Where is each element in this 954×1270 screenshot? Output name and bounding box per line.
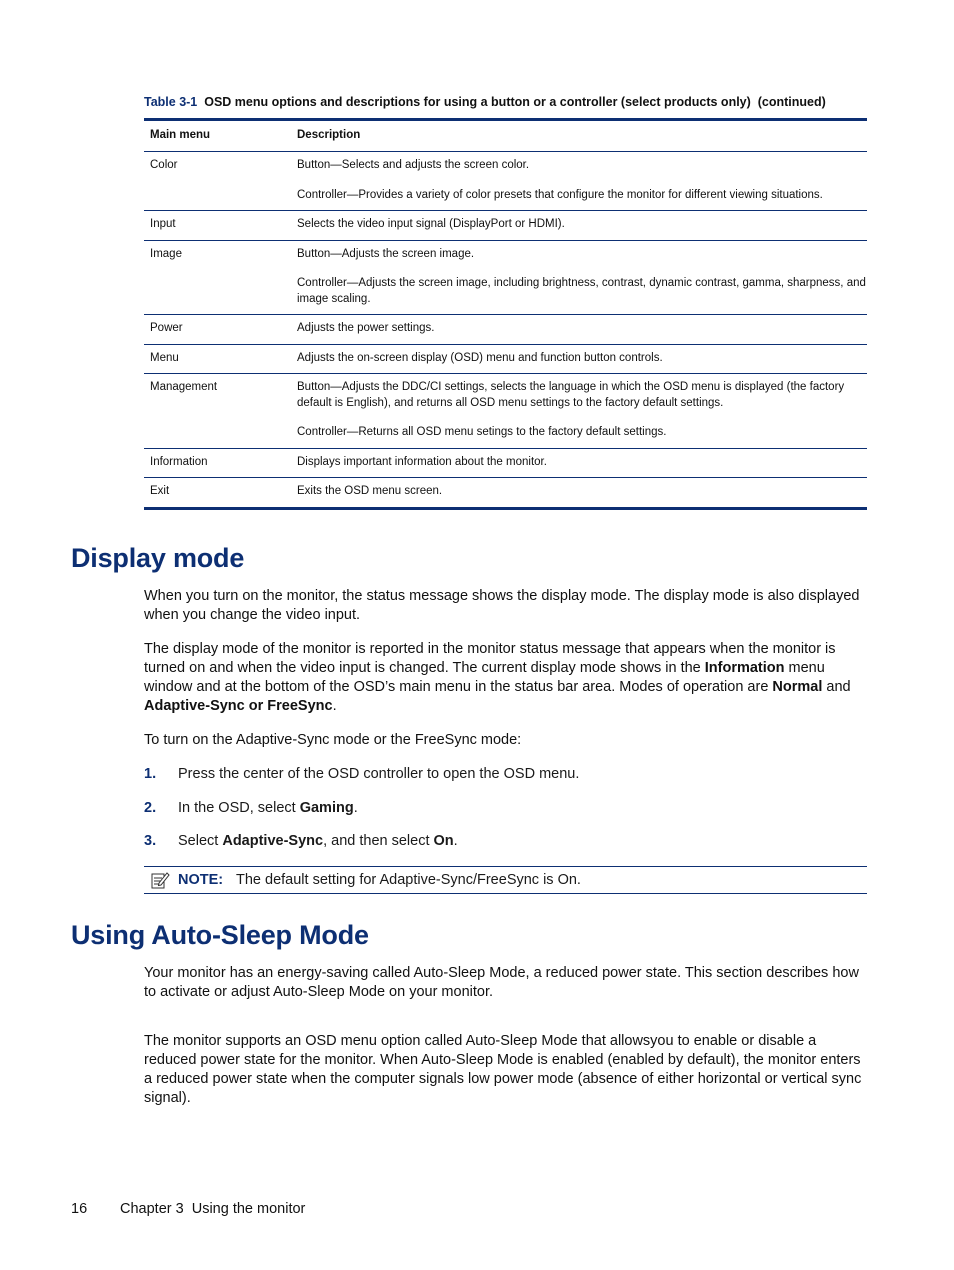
note-label: NOTE: xyxy=(178,872,224,888)
bold-term-gaming: Gaming xyxy=(299,800,354,816)
description-line: Selects the video input signal (DisplayPort or HDMI). xyxy=(297,218,565,230)
row-description xyxy=(297,158,867,203)
row-description xyxy=(297,247,867,308)
description-line: Controller—Adjusts the screen image, including brightness, contrast, dynamic contrast, gamma, sharpness, and image scaling. xyxy=(297,277,866,305)
table-row xyxy=(144,152,867,210)
description-line: Exits the OSD menu screen. xyxy=(297,485,443,497)
display-mode-paragraph-1: When you turn on the monitor, the status message shows the display mode. The display mode is also displayed when you change the video input. xyxy=(144,588,860,623)
bold-term-adaptive-sync: Adaptive-Sync or FreeSync xyxy=(144,698,333,714)
row-description xyxy=(297,484,867,500)
description-line: Button—Selects and adjusts the screen color. xyxy=(297,159,530,171)
description-line: Controller—Returns all OSD menu setings to the factory default settings. xyxy=(297,426,667,438)
display-mode-paragraph-3: To turn on the Adaptive-Sync mode or the FreeSync mode: xyxy=(144,732,522,748)
table-row xyxy=(144,478,867,507)
header-main-menu: Main menu xyxy=(150,129,211,142)
step-text xyxy=(178,832,866,851)
step-item xyxy=(144,799,866,818)
display-mode-paragraph-2 xyxy=(144,640,866,716)
bold-term-normal: Normal xyxy=(772,679,823,695)
step-number: 3. xyxy=(144,833,157,849)
description-line: Adjusts the on-screen display (OSD) menu and function button controls. xyxy=(297,351,663,364)
note-text: The default setting for Adaptive-Sync/FreeSync is On. xyxy=(236,872,581,888)
section-heading-auto-sleep: Using Auto-Sleep Mode xyxy=(71,920,369,950)
row-menu-name: Menu xyxy=(150,351,179,364)
chapter-title: Chapter 3 Using the monitor xyxy=(120,1201,306,1217)
row-description xyxy=(297,351,867,367)
description-line: Adjusts the power settings. xyxy=(297,322,435,334)
text-run: menu window and at the bottom of the OSD’s main menu in the status bar area. Modes of operation are xyxy=(144,660,825,695)
text-run: . xyxy=(332,698,337,714)
auto-sleep-paragraph-1: Your monitor has an energy-saving called Auto-Sleep Mode, a reduced power state. This section describes how to activate or adjust Auto-Sleep Mode on your monitor. xyxy=(144,965,859,1000)
row-description xyxy=(297,321,867,337)
header-description: Description xyxy=(297,129,361,142)
row-menu-name: Management xyxy=(150,381,218,393)
text-run: . xyxy=(453,833,458,849)
row-menu-name: Input xyxy=(150,218,176,230)
row-menu-name: Exit xyxy=(150,485,170,497)
step-item xyxy=(144,765,866,784)
text-run: . xyxy=(353,800,358,816)
page-number: 16 xyxy=(71,1201,88,1217)
note-pencil-icon xyxy=(144,870,178,890)
table-row xyxy=(144,315,867,344)
auto-sleep-paragraph-2: The monitor supports an OSD menu option called Auto-Sleep Mode that allowsyou to enable or disable a reduced power state for the monitor. When Auto-Sleep Mode is enabled (enabled by default), the monitor enters a reduced power state when the computer signals low power mode (absence of either horizontal or vertical sync signal). xyxy=(144,1033,862,1106)
table-continued: (continued) xyxy=(757,95,826,109)
table-row xyxy=(144,241,867,315)
description-line: Button—Adjusts the screen image. xyxy=(297,247,475,260)
bold-term-on: On xyxy=(433,833,454,849)
description-line: Displays important information about the monitor. xyxy=(297,455,547,468)
row-description xyxy=(297,455,867,471)
text-run: In the OSD, select xyxy=(178,800,300,816)
table-row xyxy=(144,345,867,374)
row-description xyxy=(297,380,867,441)
step-text: Press the center of the OSD controller to open the OSD menu. xyxy=(178,766,580,782)
step-item xyxy=(144,832,866,851)
step-number: 1. xyxy=(144,766,157,782)
step-number: 2. xyxy=(144,800,157,816)
row-menu-name: Color xyxy=(150,159,178,171)
table-header-row xyxy=(144,121,867,151)
section-heading-display-mode: Display mode xyxy=(71,543,245,573)
table-row xyxy=(144,211,867,240)
description-line: Controller—Provides a variety of color presets that configure the monitor for different viewing situations. xyxy=(297,188,823,201)
text-run: and xyxy=(822,679,851,695)
table-bottom-rule xyxy=(144,507,867,510)
note-box xyxy=(144,866,867,894)
osd-menu-table xyxy=(144,118,867,510)
row-menu-name: Information xyxy=(150,455,208,468)
table-title: OSD menu options and descriptions for using a button or a controller (select products only) xyxy=(204,95,751,109)
step-text xyxy=(178,799,866,818)
row-menu-name: Power xyxy=(150,322,183,334)
row-menu-name: Image xyxy=(150,247,182,260)
text-run: Select xyxy=(178,833,223,849)
table-row xyxy=(144,374,867,448)
text-run: , and then select xyxy=(323,833,434,849)
table-caption xyxy=(144,95,866,109)
bold-term-adaptive-sync: Adaptive-Sync xyxy=(222,833,324,849)
bold-term-information: Information xyxy=(704,660,785,676)
table-number: Table 3-1 xyxy=(144,95,198,109)
page-footer xyxy=(71,1201,305,1217)
table-row xyxy=(144,449,867,478)
description-line: Button—Adjusts the DDC/CI settings, selects the language in which the OSD menu is displayed (the factory default is English), and returns all OSD menu settings to the factory default settings. xyxy=(297,381,845,409)
text-run: The display mode of the monitor is reported in the monitor status message that appears when the monitor is turned on and when the video input is changed. The current display mode shows in the xyxy=(144,641,836,676)
row-description xyxy=(297,217,867,233)
